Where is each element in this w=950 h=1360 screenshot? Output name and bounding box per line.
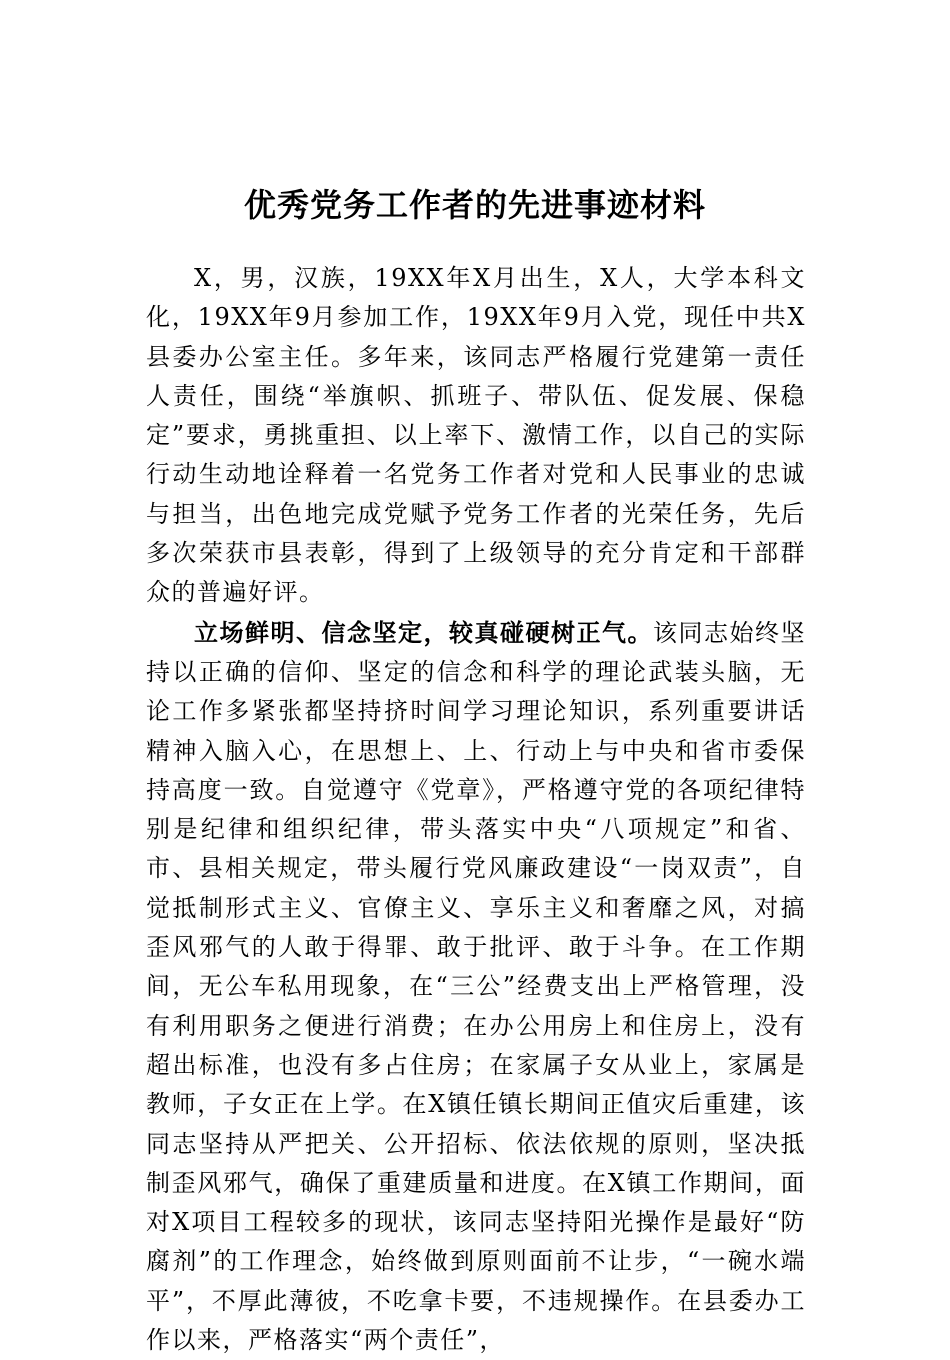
paragraph-stance — [146, 613, 806, 1360]
document-title: 优秀党务工作者的先进事迹材料 — [243, 186, 706, 225]
paragraph-text: 该同志始终坚持以正确的信仰、坚定的信念和科学的理论武装头脑，无论工作多紧张都坚持挤时间学习理论知识，系列重要讲话精神入脑入心，在思想上、上、行动上与中央和省市委保持高度一致。自觉遵守《党章》，严格遵守党的各项纪律特别是纪律和组织纪律，带头落实中央“八项规定”和省、市、县相关规定，带头履行党风廉政建设“一岗双责”，自觉抵制形式主义、官僚主义、享乐主义和奢靡之风，对搞歪风邪气的人敢于得罪、敢于批评、敢于斗争。在工作期间，无公车私用现象，在“三公”经费支出上严格管理，没有利用职务之便进行消费；在办公用房上和住房上，没有超出标准，也没有多占住房；在家属子女从业上，家属是教师，子女正在上学。在X镇任镇长期间正值灾后重建，该同志坚持从严把关、公开招标、依法依规的原则，坚决抵制歪风邪气，确保了重建质量和进度。在X镇工作期间，面对X项目工程较多的现状，该同志坚持阳光操作是最好“防腐剂”的工作理念，始终做到原则面前不让步，“一碗水端平”，不厚此薄彼，不吃拿卡要，不违规操作。在县委办工作以来，严格落实“两个责任”， — [146, 618, 806, 1355]
document-body — [146, 258, 806, 1360]
paragraph-lead: 立场鲜明、信念坚定，较真碰硬树正气。 — [194, 617, 653, 647]
paragraph-intro — [146, 258, 806, 613]
paragraph-text: X，男，汉族，19XX年X月出生，X人，大学本科文化，19XX年9月参加工作，19XX年9月入党，现任中共X县委办公室主任。多年来，该同志严格履行党建第一责任人责任，围绕“举旗帜、抓班子、带队伍、促发展、保稳定”要求，勇挑重担、以上率下、激情工作，以自己的实际行动生动地诠释着一名党务工作者对党和人民事业的忠诚与担当，出色地完成党赋予党务工作者的光荣任务，先后多次荣获市县表彰，得到了上级领导的充分肯定和干部群众的普遍好评。 — [146, 264, 806, 607]
